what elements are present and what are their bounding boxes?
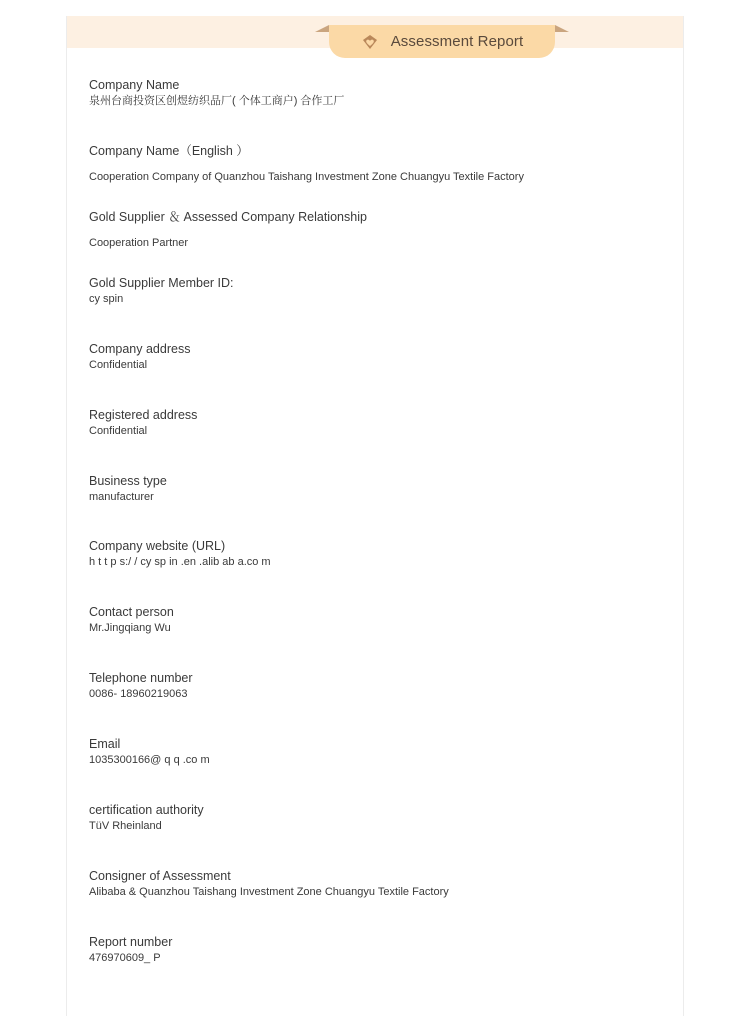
report-header: [67, 16, 683, 48]
field-company-name: [89, 78, 344, 108]
field-value: Confidential: [89, 425, 148, 437]
field-value: 1035300166@ q q .co m: [89, 754, 210, 766]
field-label: Contact person: [89, 605, 174, 619]
field-value: 泉州台商投资区创煜纺织品厂( 个体工商户) 合作工厂: [89, 95, 345, 107]
field-telephone: [89, 671, 193, 701]
title-ribbon: [329, 25, 555, 58]
field-company-name-english: [89, 144, 524, 184]
field-company-website: [89, 539, 271, 569]
field-relationship: [89, 210, 367, 250]
report-title: Assessment Report: [390, 33, 524, 50]
field-label: Gold Supplier ＆ Assessed Company Relationship: [89, 210, 367, 224]
field-member-id: [89, 276, 234, 306]
field-label: Registered address: [89, 408, 198, 422]
field-label: Email: [89, 737, 121, 751]
field-label: Company Name: [89, 78, 180, 92]
field-label: Consigner of Assessment: [89, 869, 231, 883]
ribbon-left-fold: [315, 25, 329, 32]
field-contact-person: [89, 605, 174, 635]
field-certification-authority: [89, 803, 204, 833]
field-label: Company Name（English ）: [89, 144, 249, 158]
field-value: Confidential: [89, 359, 148, 371]
field-value: Cooperation Partner: [89, 237, 189, 249]
field-value: h t t p s:/ / cy sp in .en .alib ab a.co m: [89, 556, 271, 568]
field-label: Report number: [89, 935, 173, 949]
field-label: Company address: [89, 342, 191, 356]
field-value: TüV Rheinland: [89, 820, 162, 832]
field-label: Gold Supplier Member ID:: [89, 276, 234, 290]
field-label: Company website (URL): [89, 539, 226, 553]
field-label: Telephone number: [89, 671, 193, 685]
field-value: Mr.Jingqiang Wu: [89, 622, 171, 634]
field-value: Alibaba & Quanzhou Taishang Investment Zone Chuangyu Textile Factory: [89, 886, 449, 898]
field-business-type: [89, 474, 167, 504]
field-company-address: [89, 342, 190, 372]
field-value: 0086- 18960219063: [89, 688, 188, 700]
field-value: 476970609_ P: [89, 952, 161, 964]
heart-badge-icon: [361, 33, 379, 51]
field-consigner: [89, 869, 449, 899]
field-value: Cooperation Company of Quanzhou Taishang Investment Zone Chuangyu Textile Factory: [89, 171, 524, 183]
field-label: certification authority: [89, 803, 204, 817]
field-label: Business type: [89, 474, 167, 488]
field-registered-address: [89, 408, 197, 438]
field-value: cy spin: [89, 293, 124, 305]
field-report-number: [89, 935, 172, 965]
field-email: [89, 737, 210, 767]
ribbon-right-fold: [555, 25, 569, 32]
field-value: manufacturer: [89, 491, 154, 503]
